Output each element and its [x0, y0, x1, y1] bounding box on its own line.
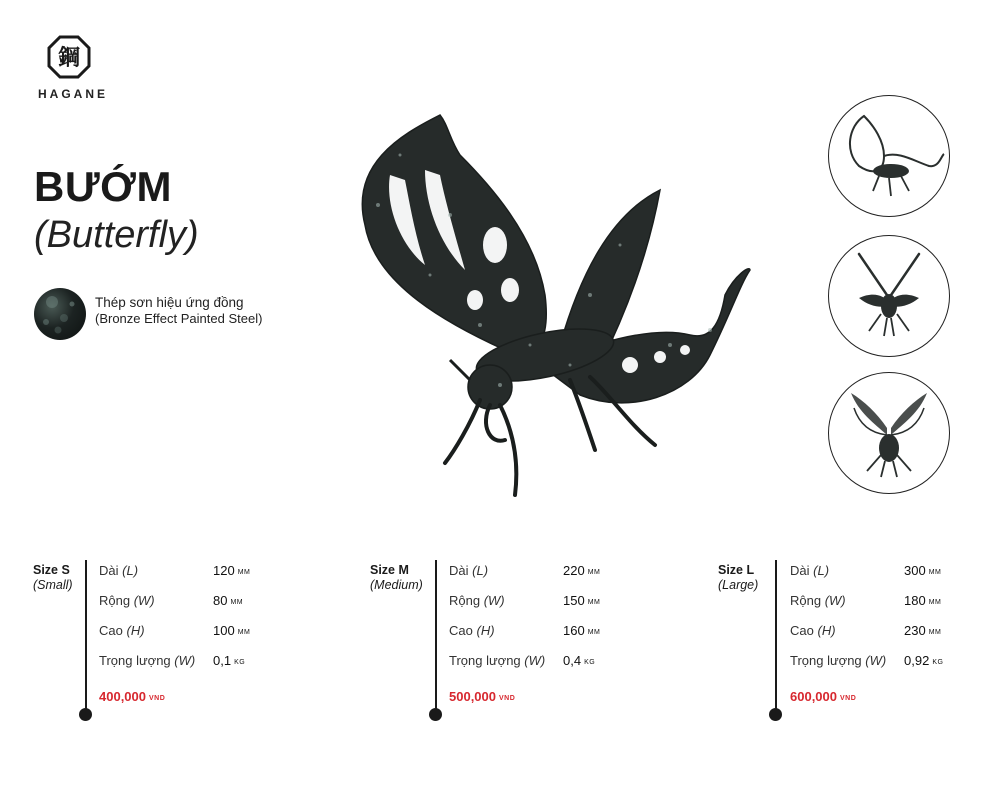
label-length: Dài (L): [99, 563, 139, 578]
label-length: Dài (L): [790, 563, 830, 578]
label-weight: Trọng lượng (W): [99, 653, 196, 668]
value-width: 150 MM: [563, 593, 601, 608]
value-length: 120 MM: [213, 563, 251, 578]
label-weight: Trọng lượng (W): [449, 653, 546, 668]
thumbnail-back-view[interactable]: [828, 372, 950, 494]
value-width: 180 MM: [904, 593, 942, 608]
value-length: 220 MM: [563, 563, 601, 578]
value-length: 300 MM: [904, 563, 942, 578]
hagane-logo-icon: [47, 35, 91, 79]
material-texture-icon: [34, 288, 86, 340]
label-width: Rộng (W): [449, 593, 505, 608]
value-width: 80 MM: [213, 593, 244, 608]
size-divider: [435, 560, 437, 713]
butterfly-back-icon: [829, 373, 949, 493]
size-divider: [85, 560, 87, 713]
label-height: Cao (H): [790, 623, 836, 638]
material-name-en: (Bronze Effect Painted Steel): [95, 311, 263, 326]
price: 400,000 VND: [99, 689, 166, 704]
size-label: Size L: [718, 563, 755, 577]
butterfly-side-icon: [829, 96, 949, 216]
thumbnail-side-view[interactable]: [828, 95, 950, 217]
price: 500,000 VND: [449, 689, 516, 704]
product-image-butterfly: [330, 95, 790, 515]
butterfly-icon: [330, 95, 790, 515]
size-sublabel: (Medium): [370, 578, 423, 592]
value-height: 100 MM: [213, 623, 251, 638]
size-sublabel: (Large): [718, 578, 759, 592]
thumbnail-front-view[interactable]: [828, 235, 950, 357]
material-swatch: [34, 288, 86, 340]
size-dot: [79, 708, 92, 721]
value-height: 230 MM: [904, 623, 942, 638]
value-height: 160 MM: [563, 623, 601, 638]
logo-glyph: 鋼: [57, 46, 81, 71]
size-label: Size M: [370, 563, 409, 577]
product-title: BƯỚM: [34, 163, 172, 210]
label-weight: Trọng lượng (W): [790, 653, 887, 668]
brand-logo: [38, 35, 108, 101]
size-dot: [769, 708, 782, 721]
label-height: Cao (H): [449, 623, 495, 638]
size-block-small: [33, 560, 363, 730]
size-sublabel: (Small): [33, 578, 73, 592]
value-weight: 0,1 KG: [213, 653, 246, 668]
product-subtitle: (Butterfly): [34, 214, 199, 256]
label-width: Rộng (W): [790, 593, 846, 608]
butterfly-front-icon: [829, 236, 949, 356]
material-name-vn: Thép sơn hiệu ứng đồng: [95, 295, 244, 310]
brand-name: HAGANE: [38, 87, 109, 101]
value-weight: 0,92 KG: [904, 653, 944, 668]
label-width: Rộng (W): [99, 593, 155, 608]
label-height: Cao (H): [99, 623, 145, 638]
price: 600,000 VND: [790, 689, 857, 704]
size-dot: [429, 708, 442, 721]
size-block-medium: [370, 560, 700, 730]
value-weight: 0,4 KG: [563, 653, 596, 668]
size-divider: [775, 560, 777, 713]
size-label: Size S: [33, 563, 70, 577]
label-length: Dài (L): [449, 563, 489, 578]
size-block-large: [718, 560, 988, 730]
